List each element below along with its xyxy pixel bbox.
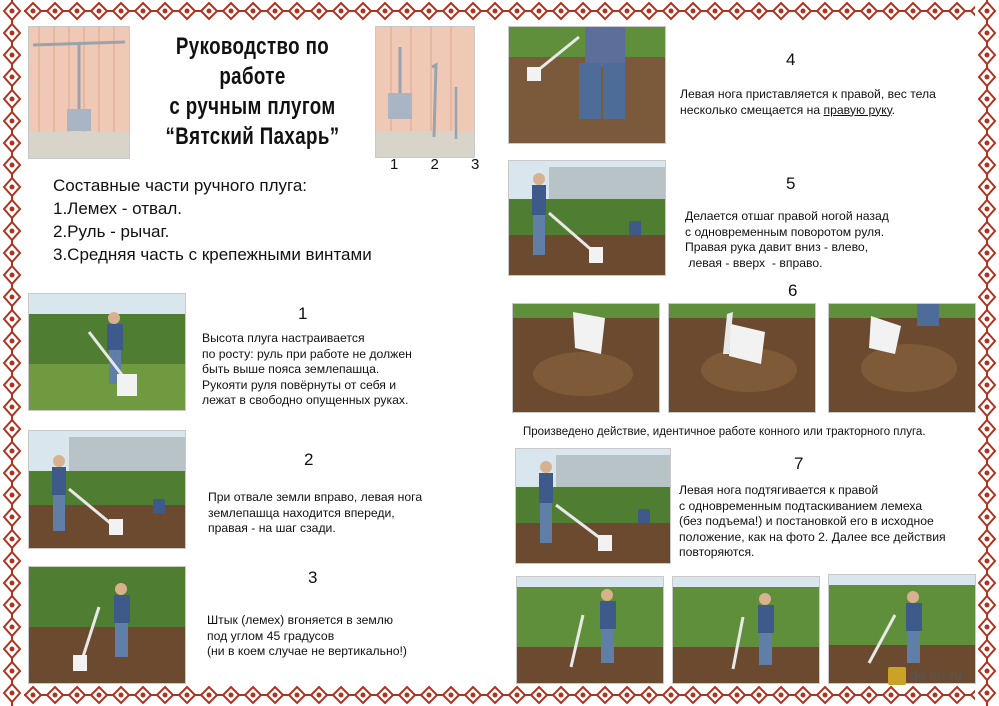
step-4-number: 4 — [786, 50, 796, 69]
step-6-caption: Произведено действие, идентичное работе конного или тракторного плуга. — [523, 426, 926, 438]
parts-item-1: 1.Лемех - отвал. — [53, 199, 182, 218]
step-4-line — [680, 103, 936, 119]
step-7-line: Левая нога подтягивается к правой — [679, 483, 879, 497]
step-1-photo — [28, 293, 186, 411]
step-7-line: повторяются. — [679, 545, 755, 559]
step-3-line: (ни в коем случае не вертикально!) — [207, 644, 407, 658]
step-4-line: Левая нога приставляется к правой, вес тела — [680, 87, 936, 101]
site-watermark — [888, 667, 962, 685]
step-5-number: 5 — [786, 174, 796, 193]
step-7-number: 7 — [794, 454, 804, 473]
page-title — [161, 32, 344, 152]
parts-item-3: 3.Средняя часть с крепежными винтами — [53, 245, 372, 264]
step-5-line: Делается отшаг правой ногой назад — [685, 209, 889, 223]
step-1-text — [202, 331, 412, 409]
step-6-photo-c — [828, 303, 976, 413]
step-6-photo-b — [668, 303, 816, 413]
parts-list — [53, 174, 372, 266]
title-line-2: с ручным плугом — [169, 93, 336, 120]
step-7-line: положение, как на фото 2. Далее все действия — [679, 529, 946, 544]
step-4-text — [680, 87, 936, 118]
step-3-number: 3 — [308, 568, 318, 587]
step-3-line: Штык (лемех) вгоняется в землю — [207, 613, 393, 627]
plough-assembled-photo — [28, 26, 130, 159]
step-5-line: Правая рука давит вниз - влево, — [685, 240, 869, 254]
step-4-line2-prefix: несколько смещается на — [680, 102, 824, 117]
ornamental-border-bottom — [0, 684, 999, 706]
step-2-photo — [28, 430, 186, 549]
plough-parts-photo — [375, 26, 475, 158]
step-2-text — [208, 490, 422, 537]
parts-heading: Составные части ручного плуга: — [53, 176, 308, 195]
step-4-right-hand-emphasis: правую руку — [823, 102, 892, 117]
ornamental-border-right — [975, 0, 999, 706]
step-4-photo — [508, 26, 666, 144]
step-2-number: 2 — [304, 450, 314, 469]
title-line-1: Руководство по работе — [175, 33, 330, 90]
step-7-line: (без подъема!) и постановкой его в исходное — [679, 514, 934, 528]
step-5-photo — [508, 160, 666, 276]
watermark-text: do.nn.ru — [910, 667, 962, 683]
step-3-photo — [28, 566, 186, 684]
step-3-line: под углом 45 градусов — [207, 628, 335, 643]
step-5-line: с одновременным поворотом руля. — [685, 224, 885, 239]
watermark-logo-icon — [888, 667, 906, 685]
step-4-line2-suffix: . — [891, 102, 895, 117]
parts-item-2: 2.Руль - рычаг. — [53, 222, 170, 241]
title-line-3: “Вятский Пахарь” — [165, 123, 340, 150]
step-2-line: землепашца находится впереди, — [208, 505, 395, 520]
step-7-sequence-photo-a — [516, 576, 664, 684]
step-1-line: Рукояти руля повёрнуты от себя и — [202, 377, 397, 392]
step-1-line: по росту: руль при работе не должен — [202, 346, 412, 361]
step-1-number: 1 — [298, 304, 308, 323]
step-3-text — [207, 613, 407, 660]
ornamental-border-top — [0, 0, 999, 22]
step-7-text — [679, 483, 946, 561]
step-6-number: 6 — [788, 281, 798, 300]
step-7-sequence-photo-b — [672, 576, 820, 684]
step-7-photo — [515, 448, 671, 564]
ornamental-border-left — [0, 0, 24, 706]
step-5-text — [685, 209, 889, 271]
step-2-line: правая - на шаг сзади. — [208, 521, 336, 535]
step-1-line: быть выше пояса землепашца. — [202, 362, 380, 376]
step-7-line: с одновременным подтаскиванием лемеха — [679, 498, 923, 513]
step-6-photo-a — [512, 303, 660, 413]
step-2-line: При отвале земли вправо, левая нога — [208, 490, 423, 504]
parts-numbers: 1 2 3 — [390, 156, 494, 173]
step-1-line: Высота плуга настраивается — [202, 331, 365, 345]
step-5-line: левая - вверх - вправо. — [685, 255, 823, 270]
step-1-line: лежат в свободно опущенных руках. — [202, 393, 409, 407]
